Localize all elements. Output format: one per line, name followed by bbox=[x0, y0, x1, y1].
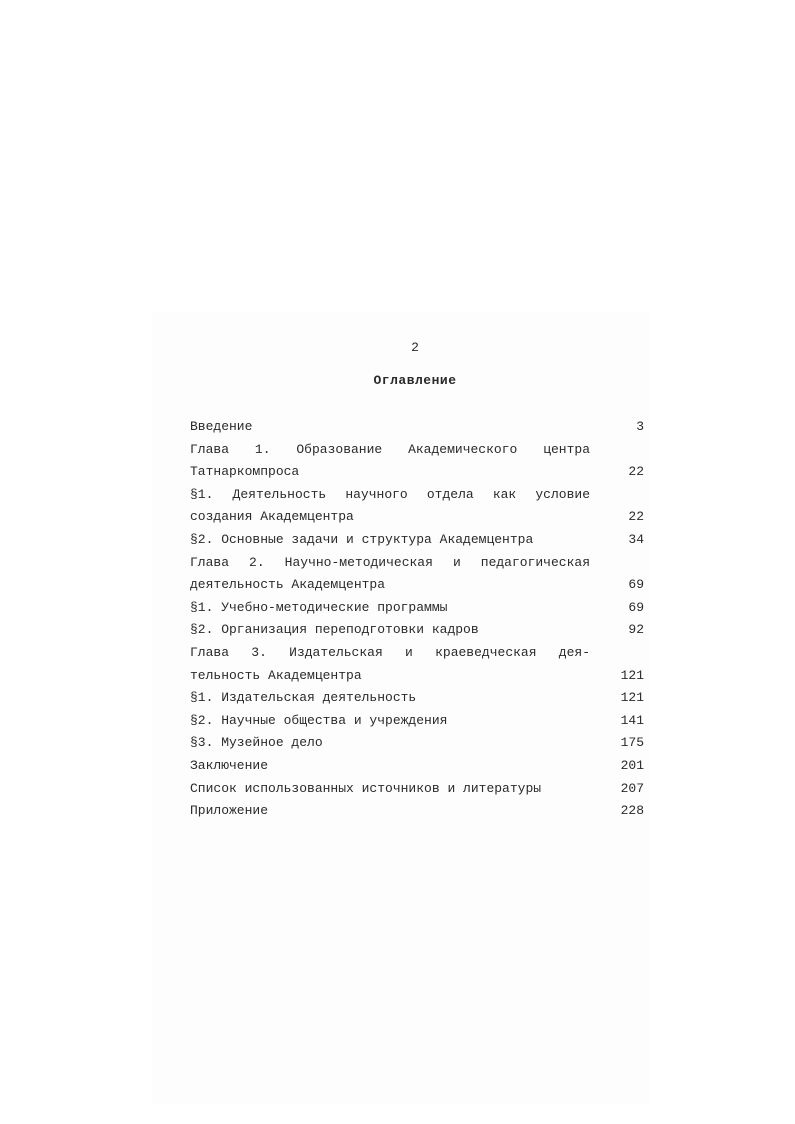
toc-entry-text: §2. Основные задачи и структура Академцентра bbox=[190, 531, 534, 547]
toc-entry-text: тельность Академцентра bbox=[190, 667, 362, 683]
toc-entry-page: 228 bbox=[620, 803, 644, 819]
toc-entry bbox=[190, 687, 644, 710]
toc-entry-page: 34 bbox=[628, 531, 644, 547]
toc-entry-text: Глава 3. Издательская и краеведческая дея- bbox=[190, 644, 590, 660]
toc-entry-text: Приложение bbox=[190, 803, 269, 819]
toc-entry-text: деятельность Академцентра bbox=[190, 577, 386, 593]
toc-entry-page: 69 bbox=[628, 577, 644, 593]
toc-entry-page: 22 bbox=[628, 464, 644, 480]
toc-entry-text: создания Академцентра bbox=[190, 509, 354, 525]
toc-entry bbox=[190, 755, 644, 778]
toc-entry-text: §3. Музейное дело bbox=[190, 735, 323, 751]
toc-entry bbox=[190, 484, 644, 507]
toc-entry-text: Глава 2. Научно-методическая и педагогическая bbox=[190, 554, 590, 570]
toc-entry-text: Введение bbox=[190, 419, 253, 434]
toc-entry bbox=[190, 732, 644, 755]
toc-entry-page: 92 bbox=[628, 622, 644, 638]
toc-entry bbox=[190, 574, 644, 597]
toc-entry-text: §1. Деятельность научного отдела как условие bbox=[190, 486, 590, 502]
toc-entry-text: Список использованных источников и литературы bbox=[190, 780, 542, 796]
toc-entry-text: Татнаркомпроса bbox=[190, 464, 300, 480]
toc-entry bbox=[190, 552, 644, 575]
toc-entry-page: 201 bbox=[620, 757, 644, 773]
toc-entry-text: Глава 1. Образование Академического центра bbox=[190, 441, 590, 457]
toc-entry-page: 69 bbox=[628, 599, 644, 615]
toc-entry bbox=[190, 529, 644, 552]
toc-entry-text: §2. Научные общества и учреждения bbox=[190, 712, 448, 728]
toc-entry bbox=[190, 665, 644, 688]
toc-entry bbox=[190, 710, 644, 733]
toc-entry bbox=[190, 506, 644, 529]
toc-entry-text: Заключение bbox=[190, 757, 269, 773]
toc-entry-page: 22 bbox=[628, 509, 644, 525]
page-number: 2 bbox=[411, 340, 419, 355]
toc-title: Оглавление bbox=[373, 373, 457, 388]
toc-entry-page: 175 bbox=[620, 735, 644, 751]
toc-entry-page: 141 bbox=[620, 712, 644, 728]
table-of-contents bbox=[190, 416, 644, 823]
toc-entry-page: 121 bbox=[620, 667, 644, 683]
toc-entry bbox=[190, 439, 644, 462]
toc-entry bbox=[190, 778, 644, 801]
toc-entry-page: 3 bbox=[636, 419, 644, 434]
toc-entry bbox=[190, 416, 644, 439]
toc-entry-text: §1. Учебно-методические программы bbox=[190, 599, 448, 615]
toc-entry-page: 207 bbox=[620, 780, 644, 796]
toc-entry-page: 121 bbox=[620, 690, 644, 706]
toc-entry-text: §2. Организация переподготовки кадров bbox=[190, 622, 479, 638]
toc-entry bbox=[190, 800, 644, 823]
toc-entry bbox=[190, 597, 644, 620]
toc-entry bbox=[190, 461, 644, 484]
toc-entry-text: §1. Издательская деятельность bbox=[190, 690, 417, 706]
toc-entry bbox=[190, 619, 644, 642]
toc-entry bbox=[190, 642, 644, 665]
